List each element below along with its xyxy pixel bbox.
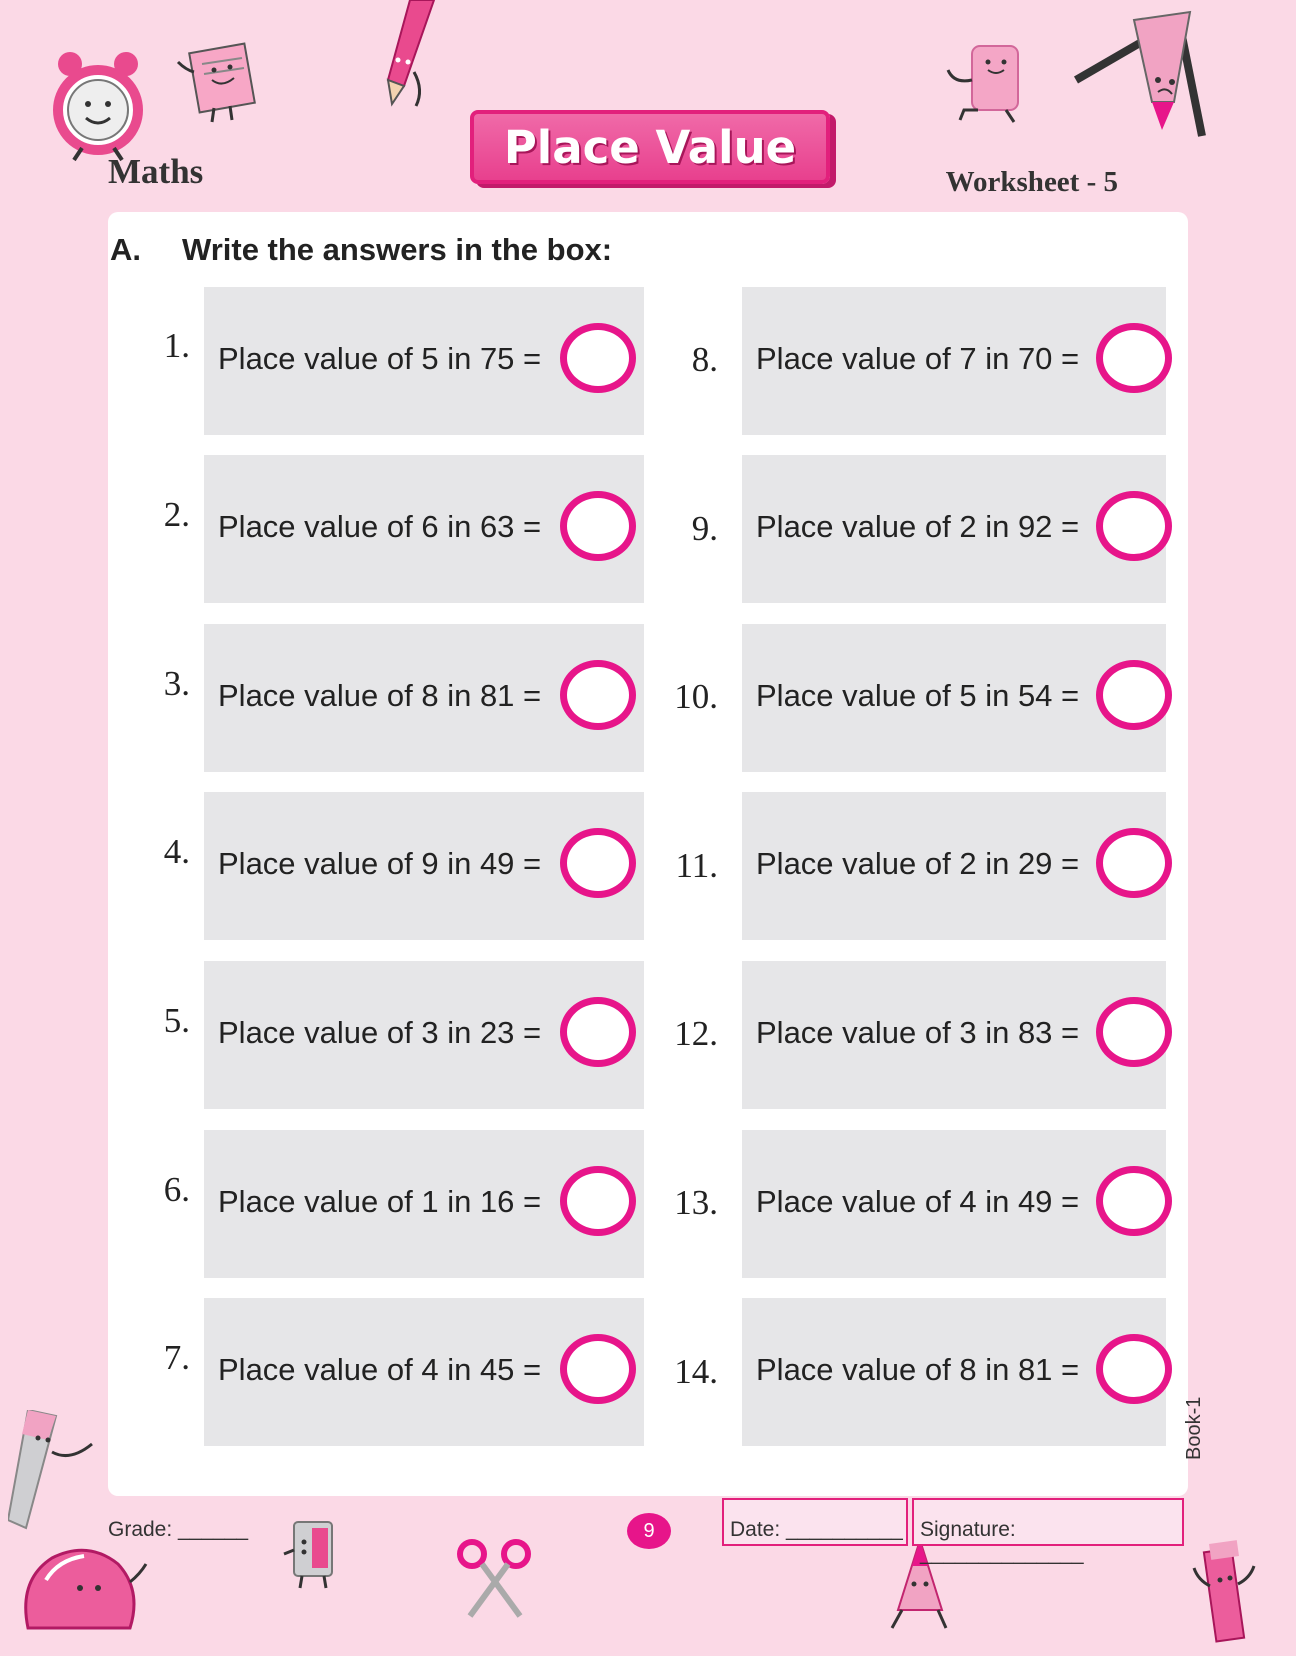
question-number: 11.	[675, 846, 718, 885]
question-text: Place value of 1 in 16 =	[218, 1184, 542, 1219]
question-text: Place value of 8 in 81 =	[756, 1352, 1080, 1387]
answer-circle[interactable]	[1096, 323, 1172, 393]
question-text: Place value of 8 in 81 =	[218, 678, 542, 713]
answer-circle[interactable]	[1096, 660, 1172, 730]
answer-circle[interactable]	[1096, 997, 1172, 1067]
question-box	[204, 792, 644, 940]
question-text: Place value of 7 in 70 =	[756, 341, 1080, 376]
question-box	[742, 624, 1166, 772]
answer-circle[interactable]	[1096, 491, 1172, 561]
question-number: 6.	[163, 1170, 190, 1209]
answer-circle[interactable]	[1096, 828, 1172, 898]
question-text: Place value of 4 in 49 =	[756, 1184, 1080, 1219]
ruler-icon	[8, 1410, 96, 1532]
question-box	[742, 961, 1166, 1109]
title-banner	[470, 110, 830, 184]
worksheet-label: Worksheet - 5	[945, 166, 1118, 198]
question-box	[204, 624, 644, 772]
question-number: 3.	[163, 664, 190, 703]
question-box	[742, 287, 1166, 435]
date-field[interactable]: Date: __________	[722, 1498, 908, 1546]
eraser-icon	[944, 40, 1034, 124]
question-number: 14.	[674, 1352, 718, 1391]
page-title: Place Value	[503, 120, 797, 174]
question-box	[204, 1130, 644, 1278]
question-number: 13.	[674, 1183, 718, 1222]
question-number: 1.	[163, 326, 190, 365]
answer-circle[interactable]	[560, 491, 636, 561]
question-number: 5.	[163, 1001, 190, 1040]
question-box	[742, 1298, 1166, 1446]
question-text: Place value of 5 in 75 =	[218, 341, 542, 376]
question-box	[742, 792, 1166, 940]
question-text: Place value of 4 in 45 =	[218, 1352, 542, 1387]
question-text: Place value of 3 in 23 =	[218, 1015, 542, 1050]
pencil-icon	[380, 0, 452, 112]
subject-label: Maths	[108, 152, 204, 191]
question-number: 10.	[674, 677, 718, 716]
grade-field[interactable]: Grade: ______	[108, 1518, 249, 1541]
question-text: Place value of 6 in 63 =	[218, 509, 542, 544]
answer-circle[interactable]	[1096, 1166, 1172, 1236]
question-text: Place value of 2 in 29 =	[756, 846, 1080, 881]
notepad-icon	[176, 42, 266, 126]
answer-circle[interactable]	[560, 323, 636, 393]
question-text: Place value of 5 in 54 =	[756, 678, 1080, 713]
signature-field[interactable]: Signature: ______________	[912, 1498, 1184, 1546]
book-label: Book-1	[1183, 1396, 1205, 1460]
question-text: Place value of 2 in 92 =	[756, 509, 1080, 544]
section-letter: A.	[110, 232, 141, 267]
section-instruction: Write the answers in the box:	[182, 232, 613, 267]
answer-circle[interactable]	[560, 660, 636, 730]
scissors-icon	[456, 1536, 534, 1622]
compass-icon	[1072, 6, 1212, 140]
answer-circle[interactable]	[560, 828, 636, 898]
page-number-badge: 9	[627, 1513, 671, 1549]
question-box	[742, 455, 1166, 603]
alarm-clock-icon	[52, 44, 148, 164]
question-number: 2.	[163, 495, 190, 534]
question-box	[204, 287, 644, 435]
answer-circle[interactable]	[560, 1334, 636, 1404]
question-number: 7.	[163, 1338, 190, 1377]
question-box	[204, 961, 644, 1109]
answer-circle[interactable]	[560, 1166, 636, 1236]
question-box	[204, 455, 644, 603]
question-box	[742, 1130, 1166, 1278]
question-number: 9.	[691, 509, 718, 548]
question-number: 4.	[163, 832, 190, 871]
sharpener-icon	[282, 1518, 344, 1590]
pencil-bottom-icon	[1192, 1540, 1256, 1656]
question-text: Place value of 9 in 49 =	[218, 846, 542, 881]
answer-circle[interactable]	[560, 997, 636, 1067]
question-number: 12.	[674, 1014, 718, 1053]
question-text: Place value of 3 in 83 =	[756, 1015, 1080, 1050]
question-box	[204, 1298, 644, 1446]
question-number: 8.	[691, 340, 718, 379]
answer-circle[interactable]	[1096, 1334, 1172, 1404]
